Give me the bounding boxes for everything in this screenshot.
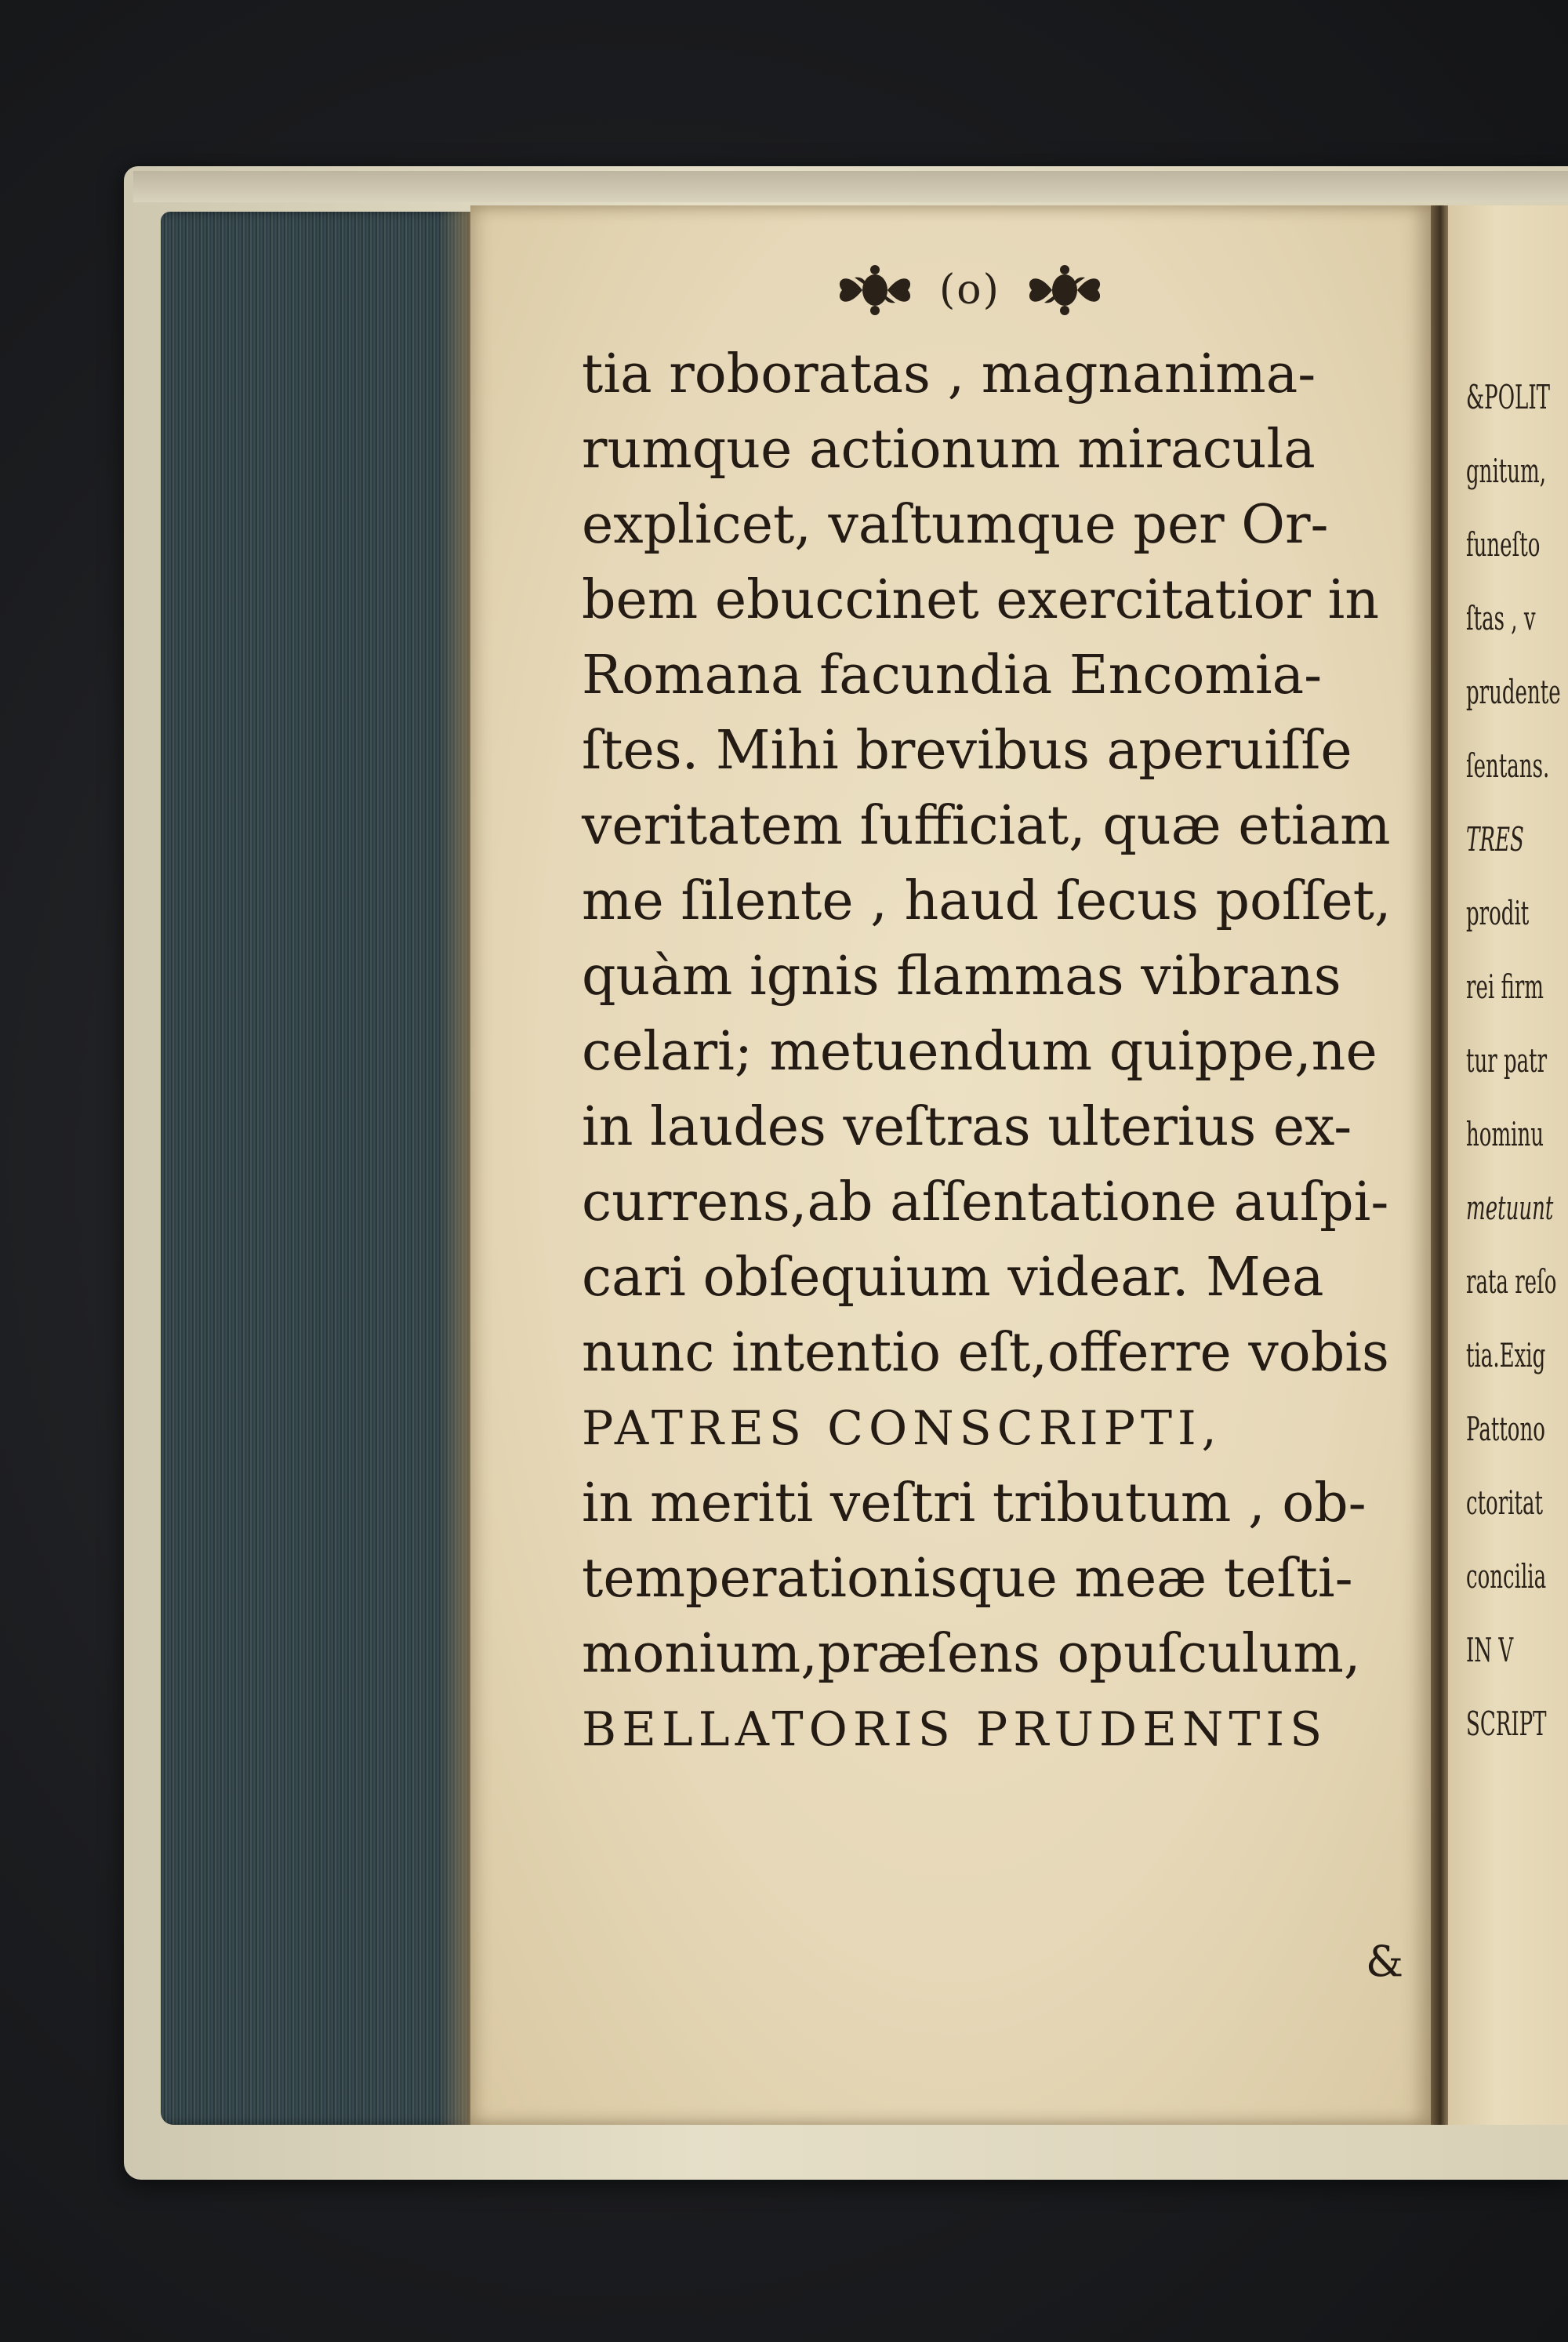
facing-line: Pattono xyxy=(1466,1410,1545,1448)
text-line: ſtes. Mihi brevibus aperuiſſe xyxy=(582,720,1352,782)
facing-line: tur patr xyxy=(1466,1041,1548,1080)
text-line: cari obſequium videar. Mea xyxy=(582,1247,1324,1309)
facing-line: gnitum, xyxy=(1466,452,1546,490)
facing-line: hominu xyxy=(1466,1115,1544,1153)
text-line: tia roboratas , magnanima- xyxy=(582,343,1316,405)
facing-line: IN V xyxy=(1466,1631,1514,1669)
facing-line: &POLIT xyxy=(1466,378,1550,416)
text-line: quàm ignis flammas vibrans xyxy=(582,946,1341,1008)
facing-line: metuunt xyxy=(1466,1189,1554,1227)
facing-line: TRES xyxy=(1466,820,1524,859)
book-cover-top-edge xyxy=(133,171,1568,202)
main-text-block xyxy=(582,337,1406,1767)
facing-line: prudente xyxy=(1466,673,1561,711)
text-line: me ſilente , haud ſecus poſſet, xyxy=(582,870,1392,932)
facing-line: funeſto xyxy=(1466,525,1541,564)
book-gutter xyxy=(1431,205,1448,2125)
page-edges-block xyxy=(161,212,474,2125)
page-edges-tint xyxy=(439,212,470,2125)
facing-line: tia.Exig xyxy=(1466,1336,1546,1374)
fleuron-left-icon xyxy=(831,262,919,318)
text-line: nunc intentio eſt,offerre vobis xyxy=(582,1322,1389,1384)
catchword: & xyxy=(1366,1937,1404,1986)
facing-page-text xyxy=(1466,361,1568,1761)
facing-line: rei firm xyxy=(1466,968,1544,1006)
text-line: bem ebuccinet exercitatior in xyxy=(582,569,1380,631)
facing-line: prodit xyxy=(1466,894,1530,932)
text-line: veritatem ſufficiat, quæ etiam xyxy=(582,795,1391,857)
facing-line: ſtas , v xyxy=(1466,599,1536,637)
text-line: Romana facundia Encomia- xyxy=(582,645,1323,706)
facing-line: ctoritat xyxy=(1466,1483,1543,1522)
text-line: explicet, vaſtumque per Or- xyxy=(582,494,1329,556)
text-line: in meriti veſtri tributum , ob- xyxy=(582,1472,1367,1534)
text-line: monium,præſens opuſculum, xyxy=(582,1623,1361,1685)
text-line-caps: PATRES CONSCRIPTI, xyxy=(582,1401,1222,1456)
running-head xyxy=(831,259,1109,321)
text-line: rumque actionum miracula xyxy=(582,419,1316,481)
text-line: currens,ab aſſentatione auſpi- xyxy=(582,1171,1389,1233)
text-line: celari; metuendum quippe,ne xyxy=(582,1021,1377,1083)
fleuron-right-icon xyxy=(1021,262,1109,318)
facing-line: concilia xyxy=(1466,1557,1547,1596)
text-line: temperationisque meæ teſti- xyxy=(582,1548,1353,1610)
facing-line: ſentans. xyxy=(1466,746,1550,785)
facing-line: rata reſo xyxy=(1466,1262,1557,1301)
page-number: (o) xyxy=(939,267,1000,314)
text-line: in laudes veſtras ulterius ex- xyxy=(582,1096,1352,1158)
text-line-caps: BELLATORIS PRUDENTIS xyxy=(582,1702,1328,1757)
facing-line: SCRIPT xyxy=(1466,1705,1547,1743)
